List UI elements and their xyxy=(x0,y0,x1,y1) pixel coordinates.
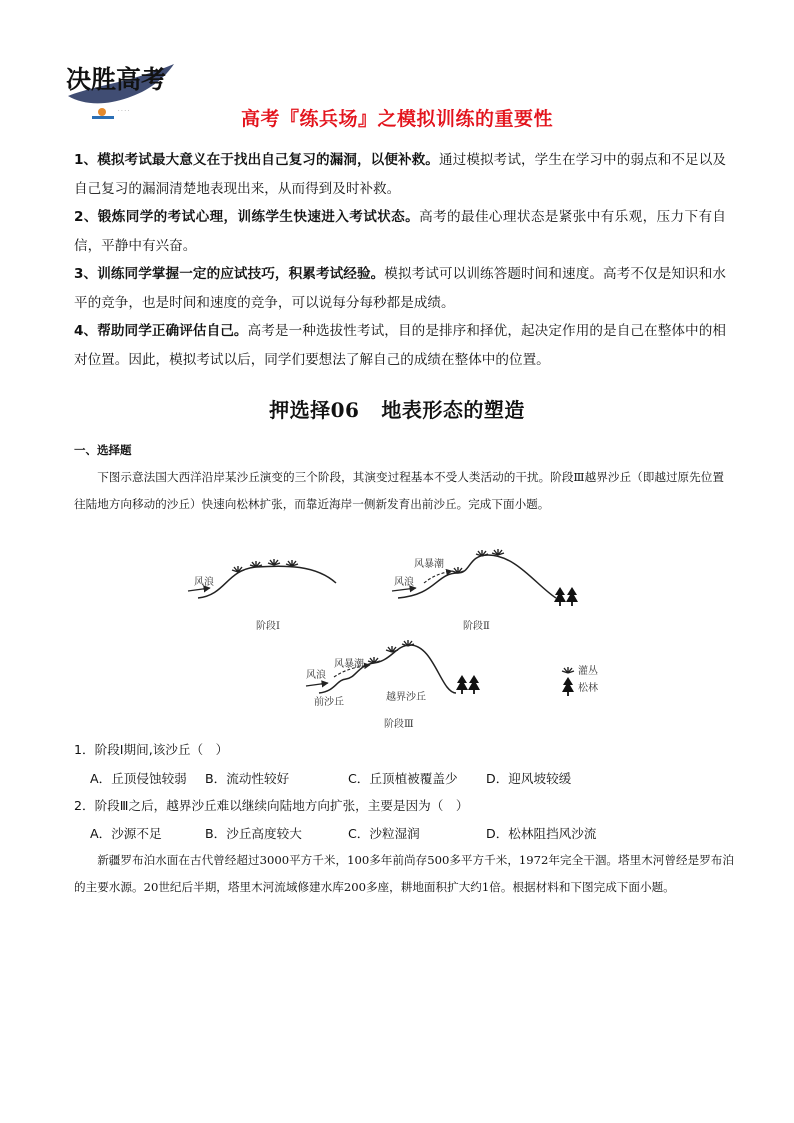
cross-dune-label: 越界沙丘 xyxy=(386,692,426,703)
question-2-option-a[interactable]: A．沙源不足 xyxy=(90,826,162,841)
wind-wave-label: 风浪 xyxy=(394,577,414,588)
question-2-option-b[interactable]: B．沙丘高度较大 xyxy=(205,826,302,841)
legend-pine-label: 松林 xyxy=(578,683,598,694)
stage-2-diagram xyxy=(392,549,578,632)
storm-surge-label: 风暴潮 xyxy=(414,559,444,570)
question-2-option-c[interactable]: C．沙粒湿润 xyxy=(348,826,420,841)
storm-surge-label: 风暴潮 xyxy=(334,659,364,670)
legend-shrub-label: 灌丛 xyxy=(578,666,598,677)
wind-wave-label: 风浪 xyxy=(194,577,214,588)
intro-item-bold: 4、帮助同学正确评估自己。 xyxy=(74,323,248,339)
stage-1-diagram xyxy=(188,559,336,632)
figure-legend xyxy=(562,664,598,696)
passage-lop-nur: 新疆罗布泊水面在古代曾经超过3000平方千米，100多年前尚存500多平方千米，1972年完全干涸。塔里木河曾经是罗布泊的主要水源。20世纪后半期，塔里木河流域修建水库200多座，耕地面积扩大约1倍。根据材料和下图完成下面小题。 xyxy=(74,853,734,894)
question-1-option-b[interactable]: B．流动性较好 xyxy=(205,771,290,786)
question-1-stem: 1．阶段Ⅰ期间,该沙丘（ ） xyxy=(74,742,229,757)
svg-text:决胜高考: 决胜高考 xyxy=(66,65,167,94)
intro-item-bold: 3、训练同学掌握一定的应试技巧，积累考试经验。 xyxy=(74,266,385,282)
passage-dune: 下图示意法国大西洋沿岸某沙丘演变的三个阶段，其演变过程基本不受人类活动的干扰。阶段Ⅲ越界沙丘（即越过原先位置往陆地方向移动的沙丘）快速向松林扩张，而靠近海岸一侧新发育出前沙丘。完成下面小题。 xyxy=(74,470,724,511)
dune-figure xyxy=(186,545,656,735)
svg-text:· · · ·: · · · · xyxy=(118,108,130,114)
intro-item xyxy=(74,317,726,374)
intro-item-text: 高考是一种选拔性考试，目的是排序和择优，起决定作用的是自己在整体中的相对位置。因此，模拟考试以后，同学们要想法了解自己的成绩在整体中的位置。 xyxy=(74,323,726,368)
question-1-option-d[interactable]: D．迎风坡较缓 xyxy=(486,771,572,786)
sub-heading: 一、选择题 xyxy=(74,443,132,457)
intro-item xyxy=(74,146,726,203)
intro-list xyxy=(74,146,726,374)
question-2-option-d[interactable]: D．松林阻挡风沙流 xyxy=(486,826,597,841)
stage-1-label: 阶段Ⅰ xyxy=(256,621,280,632)
intro-item xyxy=(74,203,726,260)
section-name: 地表形态的塑造 xyxy=(381,398,525,422)
intro-item xyxy=(74,260,726,317)
stage-3-diagram xyxy=(306,640,480,730)
intro-item-text: 高考的最佳心理状态是紧张中有乐观，压力下有自信，平静中有兴奋。 xyxy=(74,209,726,254)
question-1-option-c[interactable]: C．丘顶植被覆盖少 xyxy=(348,771,458,786)
wind-wave-label: 风浪 xyxy=(306,670,326,681)
intro-item-text: 模拟考试可以训练答题时间和速度。高考不仅是知识和水平的竞争，也是时间和速度的竞争，可以说每分每秒都是成绩。 xyxy=(74,266,726,311)
stage-3-label: 阶段Ⅲ xyxy=(384,719,414,730)
intro-item-bold: 2、锻炼同学的考试心理，训练学生快速进入考试状态。 xyxy=(74,209,420,225)
question-1-option-a[interactable]: A．丘顶侵蚀较弱 xyxy=(90,771,187,786)
front-dune-label: 前沙丘 xyxy=(314,697,344,708)
section-title xyxy=(0,394,794,423)
question-2-stem: 2．阶段Ⅲ之后，越界沙丘难以继续向陆地方向扩张，主要是因为（ ） xyxy=(74,798,469,813)
section-code: 押选择06 xyxy=(269,398,360,422)
intro-item-text: 通过模拟考试，学生在学习中的弱点和不足以及自己复习的漏洞清楚地表现出来，从而得到及时补救。 xyxy=(74,152,726,197)
stage-2-label: 阶段Ⅱ xyxy=(463,621,490,632)
intro-item-bold: 1、模拟考试最大意义在于找出自己复习的漏洞，以便补救。 xyxy=(74,152,439,168)
page-title: 高考『练兵场』之模拟训练的重要性 xyxy=(240,108,553,130)
